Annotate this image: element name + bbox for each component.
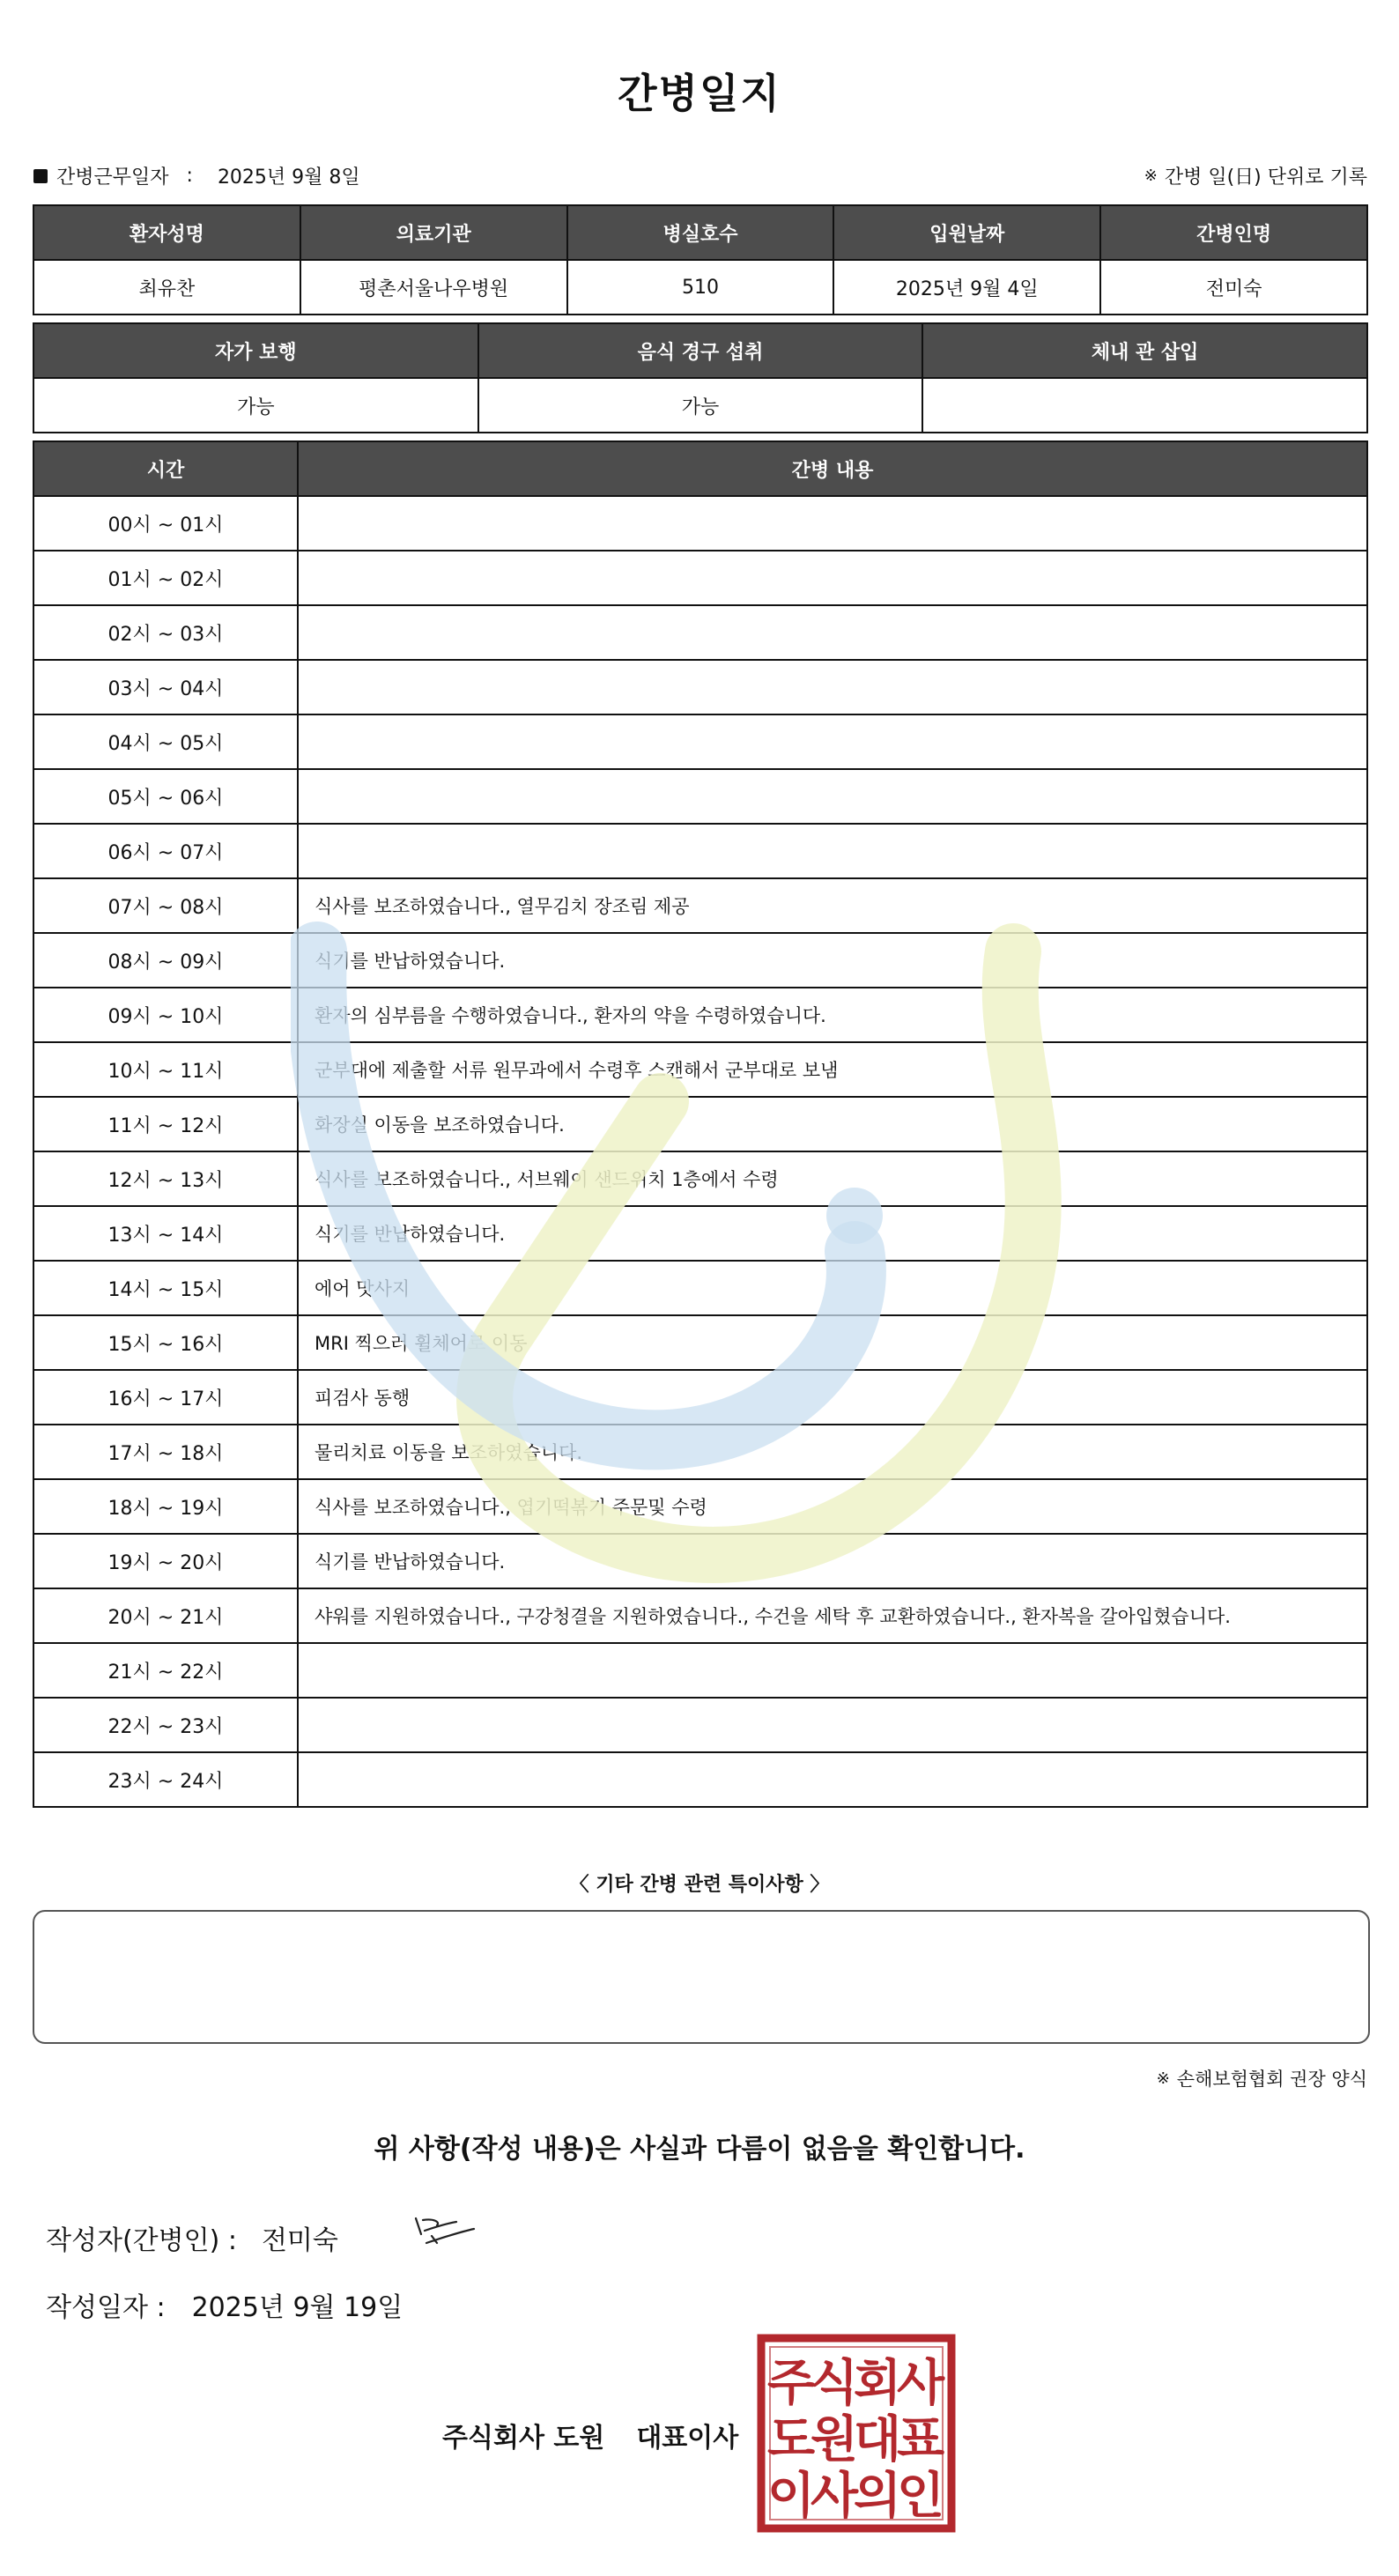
care-content	[298, 1698, 1367, 1752]
time-slot: 05시 ~ 06시	[33, 769, 298, 824]
form-source-note	[1157, 2065, 1367, 2091]
care-log-row	[33, 1370, 1367, 1425]
document-title: 간병일지	[618, 70, 781, 117]
care-log-row	[33, 1042, 1367, 1097]
time-slot: 00시 ~ 01시	[33, 496, 298, 551]
care-log-row	[33, 1261, 1367, 1315]
patient-status-header-row	[33, 323, 1367, 378]
time-slot: 14시 ~ 15시	[33, 1261, 298, 1315]
care-content: 에어 맛사지	[298, 1261, 1367, 1315]
writer-label: 작성자(간병인) :	[46, 2225, 237, 2256]
patient-status-table	[33, 322, 1368, 433]
special-notes-title: 〈 기타 간병 관련 특이사항 〉	[569, 1874, 830, 1896]
care-content	[298, 824, 1367, 878]
writer-name: 전미숙	[261, 2225, 338, 2256]
time-slot: 11시 ~ 12시	[33, 1097, 298, 1151]
care-content: 식기를 반납하였습니다.	[298, 1206, 1367, 1261]
time-slot: 08시 ~ 09시	[33, 933, 298, 988]
patient-info-header-row	[33, 205, 1367, 260]
care-log-row	[33, 933, 1367, 988]
care-log-row	[33, 1588, 1367, 1643]
care-log-row	[33, 1425, 1367, 1479]
care-log-row	[33, 878, 1367, 933]
admission-date-value: 2025년 9월 4일	[833, 260, 1100, 315]
time-slot: 12시 ~ 13시	[33, 1151, 298, 1206]
seal-character: 도	[766, 2411, 816, 2469]
care-content: 식기를 반납하였습니다.	[298, 1534, 1367, 1588]
care-content: 피검사 동행	[298, 1370, 1367, 1425]
care-content: 식사를 보조하였습니다., 서브웨이 샌드위치 1층에서 수령	[298, 1151, 1367, 1206]
time-header: 시간	[33, 441, 298, 496]
care-log-row	[33, 1534, 1367, 1588]
work-date-separator: :	[186, 165, 193, 187]
patient-info-value-row	[33, 260, 1367, 315]
special-notes-box	[33, 1910, 1370, 2044]
care-log-row	[33, 988, 1367, 1042]
handwritten-signature	[411, 2211, 481, 2254]
record-unit-note-text: 간병 일(日) 단위로 기록	[1164, 167, 1367, 189]
care-content	[298, 769, 1367, 824]
room-number-value: 510	[567, 260, 834, 315]
seal-character: 대	[853, 2411, 902, 2469]
time-slot: 13시 ~ 14시	[33, 1206, 298, 1261]
seal-character: 의	[853, 2468, 902, 2525]
care-content	[298, 551, 1367, 605]
work-date-label: 간병근무일자	[56, 167, 169, 189]
care-content	[298, 1752, 1367, 1807]
caregiver-name-value: 전미숙	[1100, 260, 1367, 315]
time-slot: 06시 ~ 07시	[33, 824, 298, 878]
care-content: 식사를 보조하였습니다., 엽기떡볶기 주문및 수령	[298, 1479, 1367, 1534]
time-slot: 10시 ~ 11시	[33, 1042, 298, 1097]
tube-insertion-header: 체내 관 삽입	[922, 323, 1367, 378]
seal-character: 원	[810, 2411, 859, 2469]
time-slot: 23시 ~ 24시	[33, 1752, 298, 1807]
time-slot: 03시 ~ 04시	[33, 660, 298, 714]
care-log-row	[33, 1698, 1367, 1752]
written-date-value: 2025년 9월 19일	[191, 2292, 403, 2323]
writer-line	[46, 2218, 338, 2257]
seal-character: 이	[766, 2468, 816, 2525]
room-number-header: 병실호수	[567, 205, 834, 260]
work-date-value: 2025년 9월 8일	[217, 167, 360, 189]
care-content: 화장실 이동을 보조하였습니다.	[298, 1097, 1367, 1151]
care-content-header: 간병 내용	[298, 441, 1367, 496]
record-unit-note	[1144, 162, 1367, 189]
seal-character: 식	[810, 2355, 859, 2412]
patient-info-table	[33, 204, 1368, 315]
representative-title: 대표이사	[636, 2423, 739, 2454]
time-slot: 21시 ~ 22시	[33, 1643, 298, 1698]
written-date-line	[46, 2285, 403, 2324]
time-slot: 17시 ~ 18시	[33, 1425, 298, 1479]
oral-intake-value: 가능	[478, 378, 923, 433]
care-log-row	[33, 1097, 1367, 1151]
square-bullet-icon	[33, 169, 48, 183]
caregiver-name-header: 간병인명	[1100, 205, 1367, 260]
care-content: 식사를 보조하였습니다., 열무김치 장조림 제공	[298, 878, 1367, 933]
care-log-row	[33, 714, 1367, 769]
oral-intake-header: 음식 경구 섭취	[478, 323, 923, 378]
care-log-row	[33, 769, 1367, 824]
seal-character: 사	[896, 2355, 945, 2412]
care-log-row	[33, 1479, 1367, 1534]
care-log-row	[33, 551, 1367, 605]
time-slot: 09시 ~ 10시	[33, 988, 298, 1042]
time-slot: 15시 ~ 16시	[33, 1315, 298, 1370]
care-log-row	[33, 1206, 1367, 1261]
seal-character: 회	[853, 2355, 902, 2412]
time-slot: 04시 ~ 05시	[33, 714, 298, 769]
hospital-value: 평촌서울나우병원	[300, 260, 567, 315]
reference-mark-icon: ※	[1144, 167, 1158, 185]
care-content	[298, 605, 1367, 660]
seal-character: 표	[896, 2411, 945, 2469]
care-content: 군부대에 제출할 서류 원무과에서 수령후 스캔해서 군부대로 보냄	[298, 1042, 1367, 1097]
care-log-row	[33, 605, 1367, 660]
care-log-table	[33, 440, 1368, 1808]
reference-mark-icon: ※	[1156, 2069, 1170, 2088]
patient-name-value: 최유찬	[33, 260, 300, 315]
tube-insertion-value	[922, 378, 1367, 433]
form-source-note-text: 손해보험협회 권장 양식	[1176, 2069, 1367, 2090]
hospital-header: 의료기관	[300, 205, 567, 260]
seal-character: 사	[810, 2468, 859, 2525]
care-log-header-row	[33, 441, 1367, 496]
seal-character: 주	[766, 2355, 816, 2412]
care-content: 물리치료 이동을 보조하였습니다.	[298, 1425, 1367, 1479]
care-log-row	[33, 1315, 1367, 1370]
care-content	[298, 1643, 1367, 1698]
work-date-line	[33, 162, 360, 189]
care-content: 식기를 반납하였습니다.	[298, 933, 1367, 988]
company-name: 주식회사 도원	[442, 2423, 605, 2454]
patient-name-header: 환자성명	[33, 205, 300, 260]
company-seal-stamp	[756, 2333, 957, 2534]
time-slot: 19시 ~ 20시	[33, 1534, 298, 1588]
care-content	[298, 660, 1367, 714]
time-slot: 01시 ~ 02시	[33, 551, 298, 605]
company-line	[442, 2416, 738, 2454]
time-slot: 02시 ~ 03시	[33, 605, 298, 660]
written-date-label: 작성일자 :	[46, 2292, 166, 2323]
time-slot: 07시 ~ 08시	[33, 878, 298, 933]
care-log-row	[33, 1643, 1367, 1698]
time-slot: 16시 ~ 17시	[33, 1370, 298, 1425]
care-content	[298, 714, 1367, 769]
patient-status-value-row	[33, 378, 1367, 433]
care-content: 샤워를 지원하였습니다., 구강청결을 지원하였습니다., 수건을 세탁 후 교환하였습니다., 환자복을 갈아입혔습니다.	[298, 1588, 1367, 1643]
time-slot: 22시 ~ 23시	[33, 1698, 298, 1752]
seal-character: 인	[896, 2468, 945, 2525]
care-content: 환자의 심부름을 수행하였습니다., 환자의 약을 수령하였습니다.	[298, 988, 1367, 1042]
care-log-row	[33, 496, 1367, 551]
self-walking-value: 가능	[33, 378, 478, 433]
care-content	[298, 496, 1367, 551]
care-content: MRI 찍으러 휠체어로 이동	[298, 1315, 1367, 1370]
care-log-row	[33, 824, 1367, 878]
care-log-row	[33, 660, 1367, 714]
admission-date-header: 입원날짜	[833, 205, 1100, 260]
care-log-rows	[33, 496, 1367, 1807]
care-log-row	[33, 1752, 1367, 1807]
confirmation-statement: 위 사항(작성 내용)은 사실과 다름이 없음을 확인합니다.	[374, 2134, 1025, 2165]
time-slot: 18시 ~ 19시	[33, 1479, 298, 1534]
time-slot: 20시 ~ 21시	[33, 1588, 298, 1643]
care-log-row	[33, 1151, 1367, 1206]
self-walking-header: 자가 보행	[33, 323, 478, 378]
